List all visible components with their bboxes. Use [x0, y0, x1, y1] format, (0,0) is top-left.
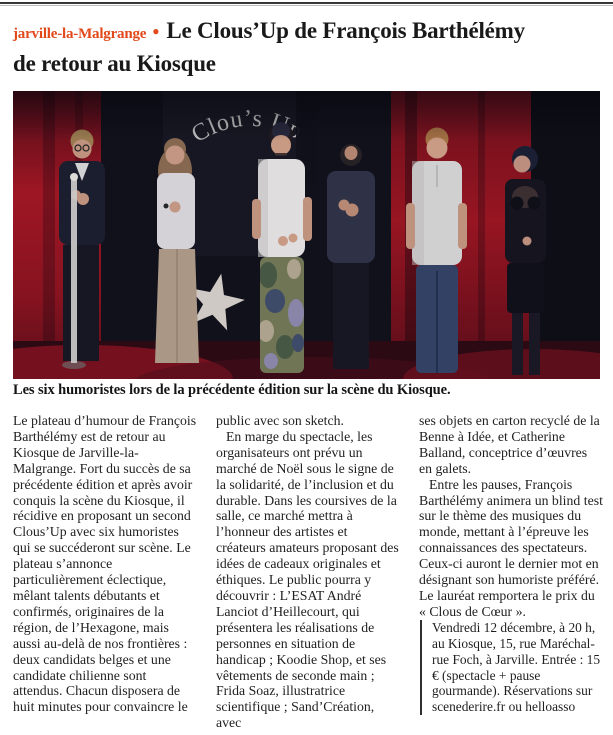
article-headline	[13, 16, 600, 79]
article-column-3	[419, 413, 603, 735]
blue-stage-tint	[13, 91, 600, 379]
article-paragraph: En marge du spectacle, les organisateurs ont prévu un marché de Noël sous le signe de la solidarité, de l’inclusion et du durable. Dans les coursives de la salle, ce marché mettra à l’honneur des artistes et créateurs amateurs proposant des idées de cadeaux originales et éthiques. Le public pourra y découvrir : L’ESAT André Lanciot d’Heillecourt, qui présentera les réalisations de personnes en situation de handicap ; Koodie Shop, et ses vêtements de seconde main ; Frida Soaz, illustratrice scientifique ; Sand’Création, avec	[216, 428, 399, 731]
photo-caption: Les six humoristes lors de la précédente édition sur la scène du Kiosque.	[13, 382, 451, 398]
top-rule-dark	[0, 2, 613, 4]
article-figure	[13, 91, 600, 399]
stage-scene-svg	[13, 91, 600, 379]
article-header	[0, 6, 613, 79]
headline-line-1: Le Clous’Up de François Barthélémy	[166, 18, 525, 43]
article-paragraph: Le plateau d’humour de François Barthélémy est de retour au Kiosque de Jarville-la-Malgrange. Fort du succès de sa précédente édition et après avoir conquis la scène du Kiosque, il récidive en proposant un second Clous’Up avec six humoristes qui se succéderont sur scène. Le plateau s’annonce particulièrement éclectique, mêlant talents débutants et confirmés, originaires de la région, de l’Hexagone, mais aussi au-delà de nos frontières : deux candidats belges et une candidate chilienne sont attendus. Chacun disposera de huit minutes pour convaincre le	[13, 413, 197, 715]
headline-line-2: de retour au Kiosque	[13, 51, 216, 76]
article-paragraph: Entre les pauses, François Barthélémy animera un blind test sur le thème des musiques du monde, mettant à l’épreuve les connaissances des spectateurs. Ceux-ci auront le dernier mot en désignant son humoriste préféré. Le lauréat remportera le prix du « Clous de Cœur ».	[419, 476, 603, 619]
kicker-label: jarville-la-Malgrange	[13, 26, 147, 42]
article-column-2	[216, 413, 400, 735]
practical-info-block	[420, 620, 603, 715]
article-body	[0, 413, 613, 735]
article-photo	[13, 91, 600, 379]
kicker-bullet-icon: ●	[152, 24, 160, 38]
article-column-1	[13, 413, 197, 735]
practical-info-text: Vendredi 12 décembre, à 20 h, au Kiosque, 15, rue Maréchal-rue Foch, à Jarville. Entrée : 15 € (spectacle + pause gourmande). Réservations sur scenederire.fr ou helloasso	[432, 619, 601, 715]
article-paragraph: ses objets en carton recyclé de la Benne à Idée, et Catherine Balland, conceptrice d’œuvres en galets.	[419, 413, 600, 476]
article-paragraph: public avec son sketch.	[216, 413, 344, 428]
